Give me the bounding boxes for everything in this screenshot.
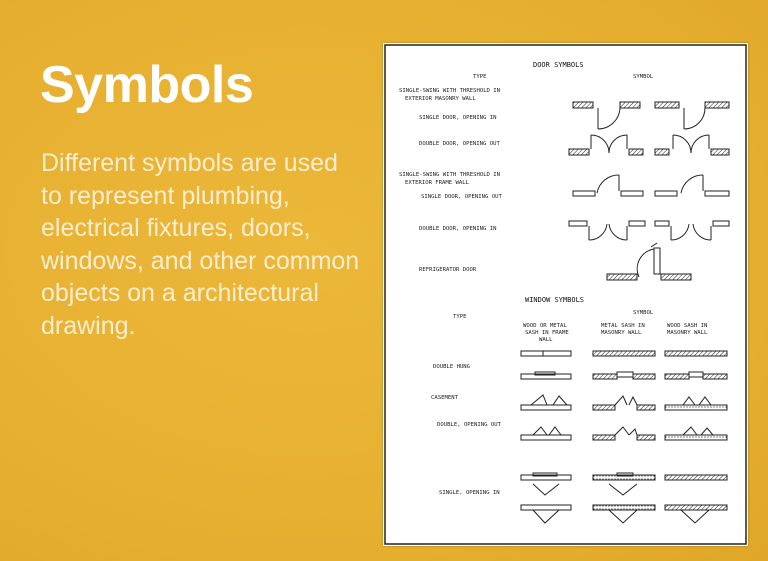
symbols-chart-image [383, 43, 748, 546]
door-symbol-column-header: SYMBOL [633, 74, 654, 80]
window-column-label: WALL [539, 337, 553, 343]
slide-title: Symbols [40, 56, 254, 114]
window-symbol-column-header: SYMBOL [633, 310, 654, 316]
window-type-label: SINGLE, OPENING IN [439, 490, 500, 496]
door-type-label: SINGLE-SWING WITH THRESHOLD IN [399, 88, 501, 94]
door-type-column-header: TYPE [473, 74, 487, 80]
window-type-label: DOUBLE, OPENING OUT [437, 422, 501, 428]
door-symbols-heading: DOOR SYMBOLS [533, 61, 584, 69]
door-symbol-single-frame [573, 175, 729, 196]
window-symbols-grid [521, 351, 727, 523]
door-type-label: SINGLE DOOR, OPENING OUT [421, 194, 502, 200]
door-type-label: SINGLE DOOR, OPENING IN [419, 115, 497, 121]
door-type-label: EXTERIOR FRAME WALL [405, 180, 469, 186]
door-type-label: DOUBLE DOOR, OPENING OUT [419, 141, 500, 147]
window-column-label: MASONRY WALL [601, 330, 642, 336]
door-type-label: EXTERIOR MASONRY WALL [405, 96, 476, 102]
symbols-drawing [383, 43, 748, 546]
window-type-label: CASEMENT [431, 395, 458, 401]
door-symbol-double-door-out [569, 135, 729, 155]
window-column-label: WOOD OR METAL [523, 323, 567, 329]
door-type-label: DOUBLE DOOR, OPENING IN [419, 226, 497, 232]
door-symbol-refrigerator [607, 243, 691, 280]
window-column-label: WOOD SASH IN [667, 323, 708, 329]
window-symbols-heading: WINDOW SYMBOLS [525, 296, 585, 304]
window-type-column-header: TYPE [453, 314, 467, 320]
door-symbol-single-swing-masonry [573, 102, 729, 129]
window-column-label: SASH IN FRAME [525, 330, 569, 336]
window-type-label: DOUBLE HUNG [433, 364, 471, 370]
window-column-label: MASONRY WALL [667, 330, 708, 336]
door-type-label: SINGLE-SWING WITH THRESHOLD IN [399, 172, 501, 178]
door-symbol-double-door-in [569, 221, 729, 240]
door-type-label: REFRIGERATOR DOOR [419, 267, 477, 273]
slide-body-text: Different symbols are used to represent plumbing, electrical fixtures, doors, windows, and other common objects on a architectural drawing. [41, 149, 360, 340]
window-column-label: METAL SASH IN [601, 323, 645, 329]
